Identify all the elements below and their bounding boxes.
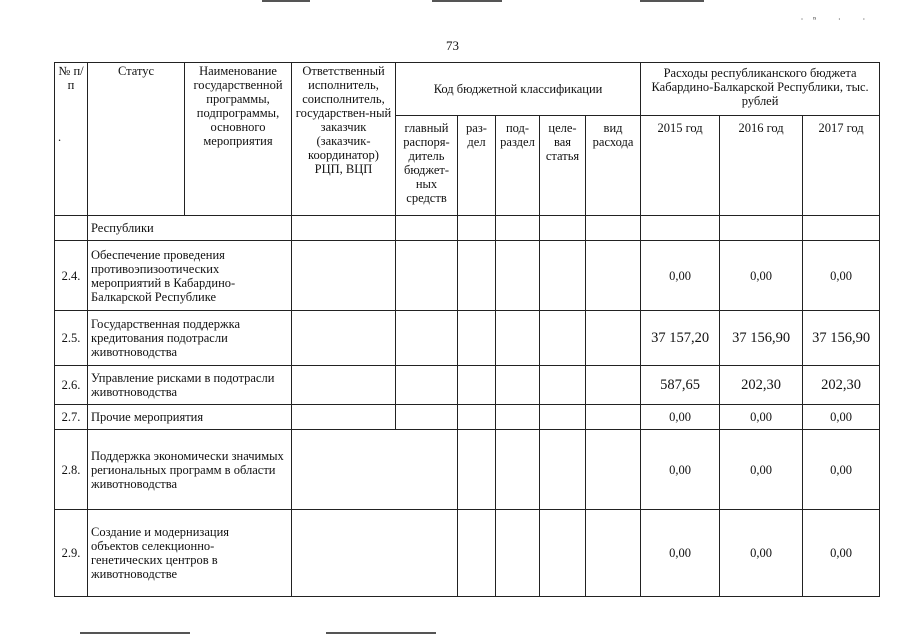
row-section: [458, 241, 496, 311]
row-section: [458, 311, 496, 366]
row-target: [540, 241, 586, 311]
header-number-label: № п/п: [58, 64, 84, 92]
header-responsible: Ответственный исполнитель, соисполнитель, государствен-ный заказчик (заказчик-координатор) РЦП, ВЦП: [292, 63, 396, 216]
header-target-article: целе-вая статья: [540, 116, 586, 216]
header-name: Наименование государственной программы, подпрограммы, основного мероприятия: [185, 63, 292, 216]
row-type: [586, 366, 641, 405]
row-name: Создание и модернизация объектов селекционно-генетических центров в животноводстве: [88, 510, 292, 597]
table-row: [55, 241, 880, 311]
header-year-2017: 2017 год: [803, 116, 880, 216]
header-subsection: под-раздел: [496, 116, 540, 216]
row-target: [540, 216, 586, 241]
header-expense-type: вид расхода: [586, 116, 641, 216]
row-subsection: [496, 241, 540, 311]
row-responsible: [292, 216, 396, 241]
row-section: [458, 216, 496, 241]
row-name: Прочие мероприятия: [88, 405, 292, 430]
row-responsible: [292, 311, 396, 366]
row-main-admin: [396, 241, 458, 311]
row-subsection: [496, 430, 540, 510]
page-number: 73: [446, 38, 459, 53]
row-name: Республики: [88, 216, 292, 241]
row-value-2017: 0,00: [803, 430, 880, 510]
row-value-2016: 37 156,90: [720, 311, 803, 366]
row-value-2016: 0,00: [720, 430, 803, 510]
row-name: Поддержка экономически значимых региональных программ в области животноводства: [88, 430, 292, 510]
row-responsible: [292, 366, 396, 405]
row-name: Государственная поддержка кредитования подотрасли животноводства: [88, 311, 292, 366]
row-value-2015: 0,00: [641, 405, 720, 430]
header-status: Статус: [88, 63, 185, 216]
row-value-2015: 0,00: [641, 510, 720, 597]
header-row-1: [55, 63, 880, 116]
row-number: 2.5.: [55, 311, 88, 366]
row-value-2017: 0,00: [803, 241, 880, 311]
row-section: [458, 430, 496, 510]
budget-table: [54, 62, 880, 597]
row-subsection: [496, 366, 540, 405]
row-value-2017: 202,30: [803, 366, 880, 405]
row-type: [586, 430, 641, 510]
row-responsible: [292, 510, 458, 597]
row-name: Обеспечение проведения противоэпизоотических мероприятий в Кабардино-Балкарской Республике: [88, 241, 292, 311]
row-main-admin: [396, 311, 458, 366]
row-value-2017: 0,00: [803, 405, 880, 430]
row-type: [586, 216, 641, 241]
header-section: раз-дел: [458, 116, 496, 216]
row-number: [55, 216, 88, 241]
row-value-2015: 0,00: [641, 430, 720, 510]
row-target: [540, 311, 586, 366]
table-row: [55, 216, 880, 241]
table-row: [55, 311, 880, 366]
row-type: [586, 311, 641, 366]
header-year-2015: 2015 год: [641, 116, 720, 216]
row-type: [586, 510, 641, 597]
row-target: [540, 510, 586, 597]
header-year-2016: 2016 год: [720, 116, 803, 216]
row-value-2015: 587,65: [641, 366, 720, 405]
row-section: [458, 405, 496, 430]
row-value-2015: [641, 216, 720, 241]
scan-marks: ∙ⁿ ∙ ∙: [800, 14, 875, 24]
row-value-2017: [803, 216, 880, 241]
row-number: 2.8.: [55, 430, 88, 510]
row-number: 2.7.: [55, 405, 88, 430]
row-value-2016: 0,00: [720, 241, 803, 311]
header-expenses: [641, 63, 880, 116]
row-number: 2.9.: [55, 510, 88, 597]
row-subsection: [496, 311, 540, 366]
row-value-2016: 202,30: [720, 366, 803, 405]
header-expenses-label: Расходы республиканского бюджета Кабардино-Балкарской Республики, тыс. рублей: [651, 66, 869, 108]
row-number: 2.6.: [55, 366, 88, 405]
row-section: [458, 366, 496, 405]
row-subsection: [496, 216, 540, 241]
row-main-admin: [396, 366, 458, 405]
row-responsible: [292, 430, 458, 510]
table-row: [55, 366, 880, 405]
top-rule-middle: [432, 0, 502, 2]
top-rule-left: [262, 0, 310, 2]
row-responsible: [292, 241, 396, 311]
row-value-2017: 0,00: [803, 510, 880, 597]
bottom-rule-right: [326, 632, 436, 634]
row-target: [540, 430, 586, 510]
row-value-2016: [720, 216, 803, 241]
header-number: [55, 63, 88, 216]
table-row: [55, 510, 880, 597]
row-number: 2.4.: [55, 241, 88, 311]
row-name: Управление рисками в подотрасли животноводства: [88, 366, 292, 405]
row-value-2016: 0,00: [720, 405, 803, 430]
row-type: [586, 241, 641, 311]
row-main-admin: [396, 216, 458, 241]
row-target: [540, 405, 586, 430]
top-rule-right: [640, 0, 704, 2]
row-section: [458, 510, 496, 597]
bottom-rule-left: [80, 632, 190, 634]
row-main-admin: [396, 405, 458, 430]
table-row: [55, 430, 880, 510]
header-budget-code: Код бюджетной классификации: [396, 63, 641, 116]
row-value-2015: 37 157,20: [641, 311, 720, 366]
row-value-2016: 0,00: [720, 510, 803, 597]
header-main-admin: главный распоря-дитель бюджет-ных средств: [396, 116, 458, 216]
row-subsection: [496, 510, 540, 597]
row-responsible: [292, 405, 396, 430]
header-dot: .: [58, 130, 62, 144]
row-type: [586, 405, 641, 430]
row-value-2017: 37 156,90: [803, 311, 880, 366]
row-target: [540, 366, 586, 405]
row-subsection: [496, 405, 540, 430]
row-value-2015: 0,00: [641, 241, 720, 311]
table-row: [55, 405, 880, 430]
